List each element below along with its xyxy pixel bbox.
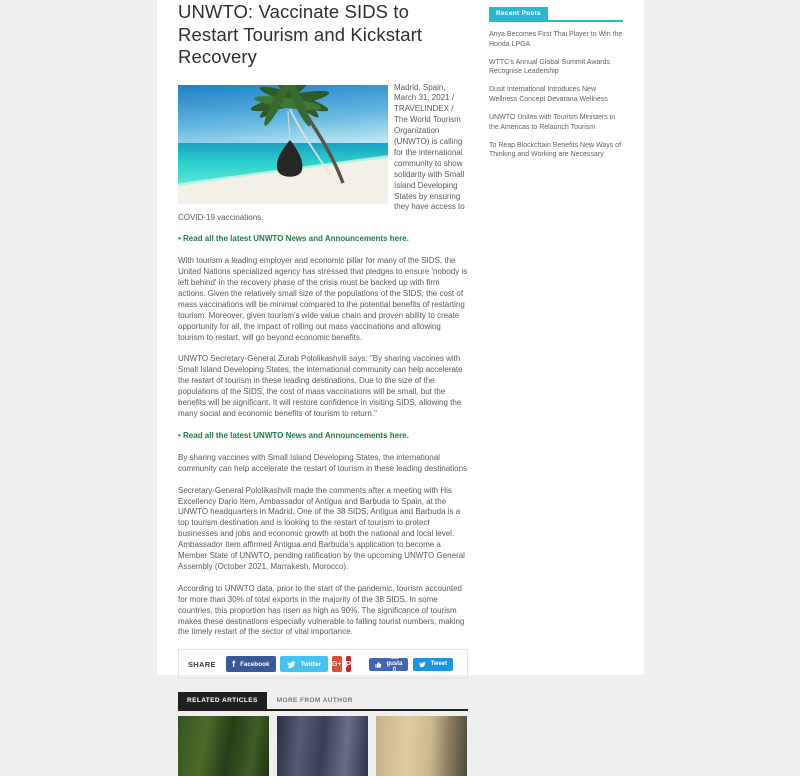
thumbs-up-icon <box>375 661 382 668</box>
beach-palm-hammock-illustration <box>178 85 388 204</box>
pinterest-icon: P <box>345 659 352 669</box>
share-label: SHARE <box>188 659 216 669</box>
page-card <box>157 0 644 705</box>
article-paragraph: According to UNWTO data, prior to the start of the pandemic, tourism accounted for more than 30% of total exports in the majority of the 38 SIDS. In some countries, this proportion has risen as high as 90%. The significance of tourism makes these destinations especially vulnerable to falling tourist numbers, making the timely restart of the sector of vital importance. <box>178 583 465 637</box>
recent-posts-badge: Recent Posts <box>489 7 548 20</box>
unwto-news-link-top[interactable]: • Read all the latest UNWTO News and Announcements here. <box>178 234 409 244</box>
related-articles-bar <box>178 692 468 711</box>
related-article-thumbnail-1[interactable] <box>178 716 269 776</box>
article-paragraph: Secretary-General Pololikashvili made the comments after a meeting with His Excellency Dario Item, Ambassador of Antigua and Barbuda to Spain, at the UNWTO headquarters in Madrid. One of the 38 SIDS, Antigua and Barbuda is a top tourism destination and is looking to the restart of tourism to protect businesses and jobs and economic growth at both the national and local level. Ambassador Item affirmed Antigua and Barbuda's application to become a Member State of UNWTO, pending ratification by the upcoming UNWTO General Assembly (October 2021, Marrakesh, Morocco). <box>178 485 465 571</box>
share-googleplus-button[interactable] <box>332 656 342 672</box>
share-twitter-label: Twitter <box>300 660 321 668</box>
article-column <box>178 0 468 776</box>
sidebar-post-link[interactable]: Dusit International Introduces New Wellness Concept Devarana Wellness <box>489 86 608 103</box>
googleplus-icon: G+ <box>331 660 342 668</box>
recent-posts-header-row <box>489 0 623 22</box>
facebook-icon: f <box>232 659 236 670</box>
facebook-like-button[interactable] <box>369 655 408 674</box>
article-paragraph-quote: UNWTO Secretary-General Zurab Pololikashvili says: "By sharing vaccines with Small Island Developing States, the international community can help accelerate the restart of tourism in these leading destinations. Due to the size of the populations of the SIDS, the cost of mass vaccinations will be small, but the benefits will be significant. It will restore confidence in visiting SIDS, allowing the many social and economic benefits of tourism to return." <box>178 354 463 418</box>
tweet-label: Tweet <box>430 661 447 668</box>
article-paragraph: With tourism a leading employer and economic pillar for many of the SIDS, the United Nations specialized agency has stressed that pledges to ensure 'nobody is left behind' in the recovery phase of the crisis must be backed up with firm actions. Given the relatively small size of the populations of the SIDS, the cost of mass vaccinations will be minimal compared to the potential benefits of restarting tourism. Moreover, given tourism's wide value chain and proven ability to create opportunity for all, the impact of rolling out mass vaccinations and allowing tourism to restart, will go beyond economic benefits. <box>178 256 468 342</box>
related-article-thumbnail-2[interactable] <box>277 716 368 776</box>
hero-image-tropical-beach <box>178 85 388 204</box>
twitter-bird-icon <box>287 660 296 669</box>
twitter-bird-icon <box>419 661 426 668</box>
article-paragraph: By sharing vaccines with Small Island Developing States, the international community can help accelerate the restart of tourism in these leading destinations <box>178 452 468 473</box>
facebook-like-label: Me gusta 0 <box>386 655 403 674</box>
article-intro: Madrid, Spain, March 31, 2021 / TRAVELINDEX / The World Tourism Organization (UNWTO) is calling for the international community to show solidarity with Small Island Developing States by ensuring they have access to COVID-19 vaccinations. <box>178 82 465 223</box>
share-facebook-button[interactable] <box>226 656 276 672</box>
share-facebook-label: Facebook <box>240 660 270 668</box>
tab-related-articles[interactable]: RELATED ARTICLES <box>178 692 267 709</box>
sidebar-post-link[interactable]: Anya Becomes First Thai Player to Win the Honda LPGA <box>489 31 623 48</box>
sidebar-recent-posts <box>489 0 623 776</box>
page-title: UNWTO: Vaccinate SIDS to Restart Tourism and Kickstart Recovery <box>178 1 423 67</box>
unwto-news-link-bottom[interactable]: • Read all the latest UNWTO News and Announcements here. <box>178 430 409 440</box>
tweet-button[interactable] <box>413 658 453 671</box>
tab-more-from-author[interactable]: MORE FROM AUTHOR <box>276 697 353 705</box>
share-pinterest-button[interactable] <box>346 656 352 672</box>
related-thumbnails-row <box>178 716 468 776</box>
sidebar-post-link[interactable]: UNWTO Unites with Tourism Ministers in the Americas to Relaunch Tourism <box>489 114 616 131</box>
sidebar-post-link[interactable]: To Reap Blockchain Benefits New Ways of Thinking and Working are Necessary <box>489 141 622 159</box>
share-twitter-button[interactable] <box>280 656 328 672</box>
sidebar-post-link[interactable]: WTTC's Annual Global Summit Awards Recognise Leadership <box>489 58 611 76</box>
related-article-thumbnail-3[interactable] <box>376 716 467 776</box>
